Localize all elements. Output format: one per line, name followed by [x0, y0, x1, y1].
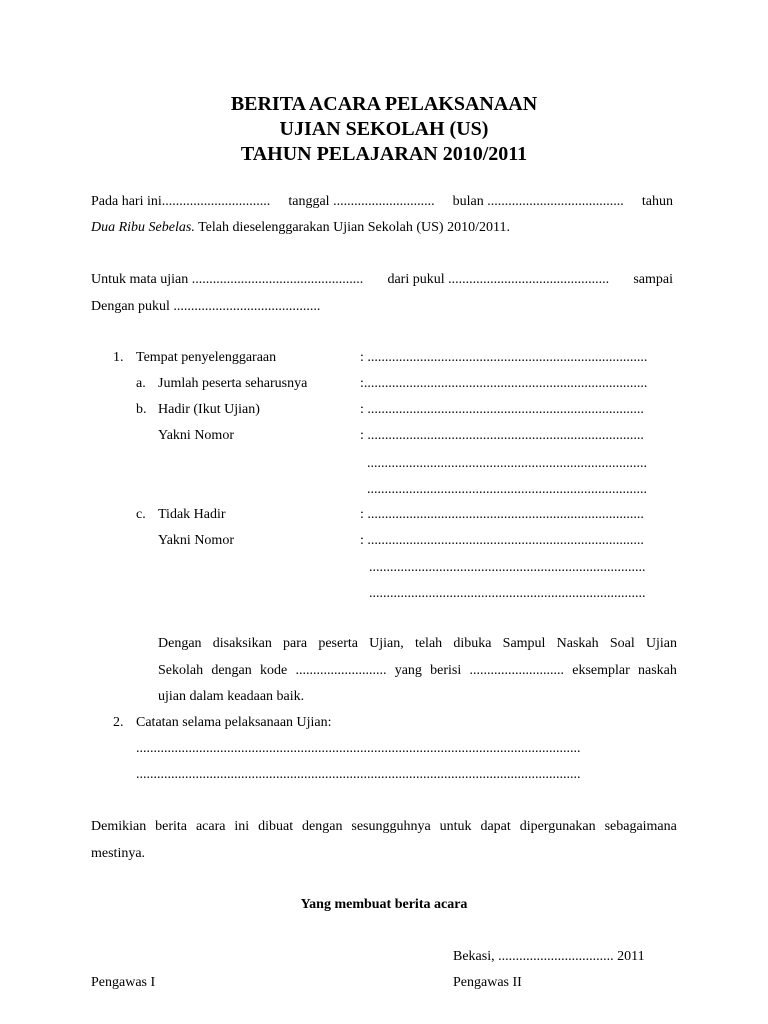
opening-line-1-word: disaksikan: [212, 636, 272, 651]
closing-line-1-word: dipergunakan: [519, 819, 596, 834]
opening-line-1-word: Naskah: [556, 636, 599, 651]
closing-line-1-word: sebagaimana: [604, 819, 677, 834]
item-b-continuation-1: ................................................................................: [367, 456, 647, 471]
intro-line-2: [91, 219, 510, 237]
opening-line-2: [158, 662, 677, 680]
opening-line-2-word: ...........................: [469, 663, 564, 678]
item-c-sub-value: : ...............................................................................: [360, 533, 644, 548]
title-line-2: UJIAN SEKOLAH (US): [279, 118, 489, 140]
closing-line-1-word: dengan: [302, 819, 343, 834]
closing-line-1: [91, 818, 677, 836]
subject-until: sampai: [633, 272, 673, 287]
item-1-label: Tempat penyelenggaraan: [136, 350, 277, 365]
subject-from: dari pukul ..............................................: [387, 272, 610, 287]
opening-line-1-word: Dengan: [158, 636, 202, 651]
notes-label: Catatan selama pelaksanaan Ujian:: [136, 715, 332, 730]
document-title: [0, 92, 768, 167]
subject-line-1: [91, 271, 673, 289]
closing-line-1-word: ini: [234, 819, 250, 834]
item-b-number: b.: [136, 402, 147, 417]
notes-dots-line-2: ...............................................................................................................................: [136, 767, 581, 782]
opening-line-2-word: Sekolah: [158, 663, 204, 678]
closing-line-1-word: dibuat: [258, 819, 294, 834]
item-b-sub-label: Yakni Nomor: [158, 428, 234, 443]
closing-line-2: mestinya.: [91, 846, 146, 861]
notes-number: 2.: [113, 715, 124, 730]
item-1-value: : ................................................................................: [360, 350, 648, 365]
item-b-label: Hadir (Ikut Ujian): [158, 402, 260, 417]
opening-line-1-word: dibuka: [453, 636, 492, 651]
opening-line-2-word: naskah: [638, 663, 677, 678]
intro-year-words: Dua Ribu Sebelas.: [91, 220, 195, 235]
opening-line-2-word: berisi: [430, 663, 462, 678]
opening-line-1-word: Ujian: [645, 636, 677, 651]
proctor-2-label: Pengawas II: [453, 975, 522, 990]
intro-year: tahun: [641, 194, 673, 209]
title-line-3: TAHUN PELAJARAN 2010/2011: [240, 143, 528, 165]
item-c-value: : ...............................................................................: [360, 507, 644, 522]
item-1-number: 1.: [113, 350, 124, 365]
closing-line-1-word: untuk: [439, 819, 472, 834]
closing-line-1-word: dapat: [480, 819, 511, 834]
subject-line-2: Dengan pukul ..........................................: [91, 299, 321, 314]
opening-line-2-word: ..........................: [295, 663, 387, 678]
opening-line-2-word: dengan: [211, 663, 252, 678]
notes-dots-line-1: ...............................................................................................................................: [136, 741, 581, 756]
opening-line-2-word: eksemplar: [572, 663, 630, 678]
opening-line-1-word: peserta: [318, 636, 358, 651]
intro-month: bulan .......................................: [452, 194, 624, 209]
item-c-label: Tidak Hadir: [158, 507, 226, 522]
closing-line-1-word: Demikian: [91, 819, 147, 834]
opening-line-1-word: Sampul: [502, 636, 546, 651]
opening-line-1-word: Soal: [609, 636, 635, 651]
signature-place-date: Bekasi, ................................. 2011: [453, 949, 645, 964]
item-c-continuation-1: ...............................................................................: [369, 560, 646, 575]
opening-line-1-word: Ujian,: [369, 636, 404, 651]
opening-line-1-word: para: [283, 636, 308, 651]
intro-date: tanggal .............................: [288, 194, 435, 209]
opening-line-2-word: yang: [394, 663, 422, 678]
opening-line-3: ujian dalam keadaan baik.: [158, 689, 305, 704]
item-a-label: Jumlah peserta seharusnya: [158, 376, 308, 391]
item-a-number: a.: [136, 376, 146, 391]
closing-line-1-word: berita: [155, 819, 188, 834]
opening-line-2-word: kode: [260, 663, 288, 678]
intro-line-1: [91, 193, 673, 211]
title-line-1: BERITA ACARA PELAKSANAAN: [230, 93, 538, 115]
item-b-value: : ...............................................................................: [360, 402, 644, 417]
opening-line-1: [158, 635, 677, 653]
item-c-sub-label: Yakni Nomor: [158, 533, 234, 548]
proctor-1-label: Pengawas I: [91, 975, 156, 990]
item-a-value: :.................................................................................: [360, 376, 648, 391]
closing-line-1-word: acara: [195, 819, 226, 834]
signature-heading: Yang membuat berita acara: [300, 897, 468, 912]
item-c-continuation-2: ...............................................................................: [369, 586, 646, 601]
intro-day: Pada hari ini...............................: [91, 194, 271, 209]
item-b-continuation-2: ................................................................................: [367, 482, 647, 497]
item-b-sub-value: : ...............................................................................: [360, 428, 644, 443]
intro-statement: Telah dieselenggarakan Ujian Sekolah (US) 2010/2011.: [194, 220, 510, 235]
opening-line-1-word: telah: [414, 636, 443, 651]
item-c-number: c.: [136, 507, 146, 522]
closing-line-1-word: sesungguhnya: [351, 819, 431, 834]
subject-name: Untuk mata ujian .................................................: [91, 272, 364, 287]
